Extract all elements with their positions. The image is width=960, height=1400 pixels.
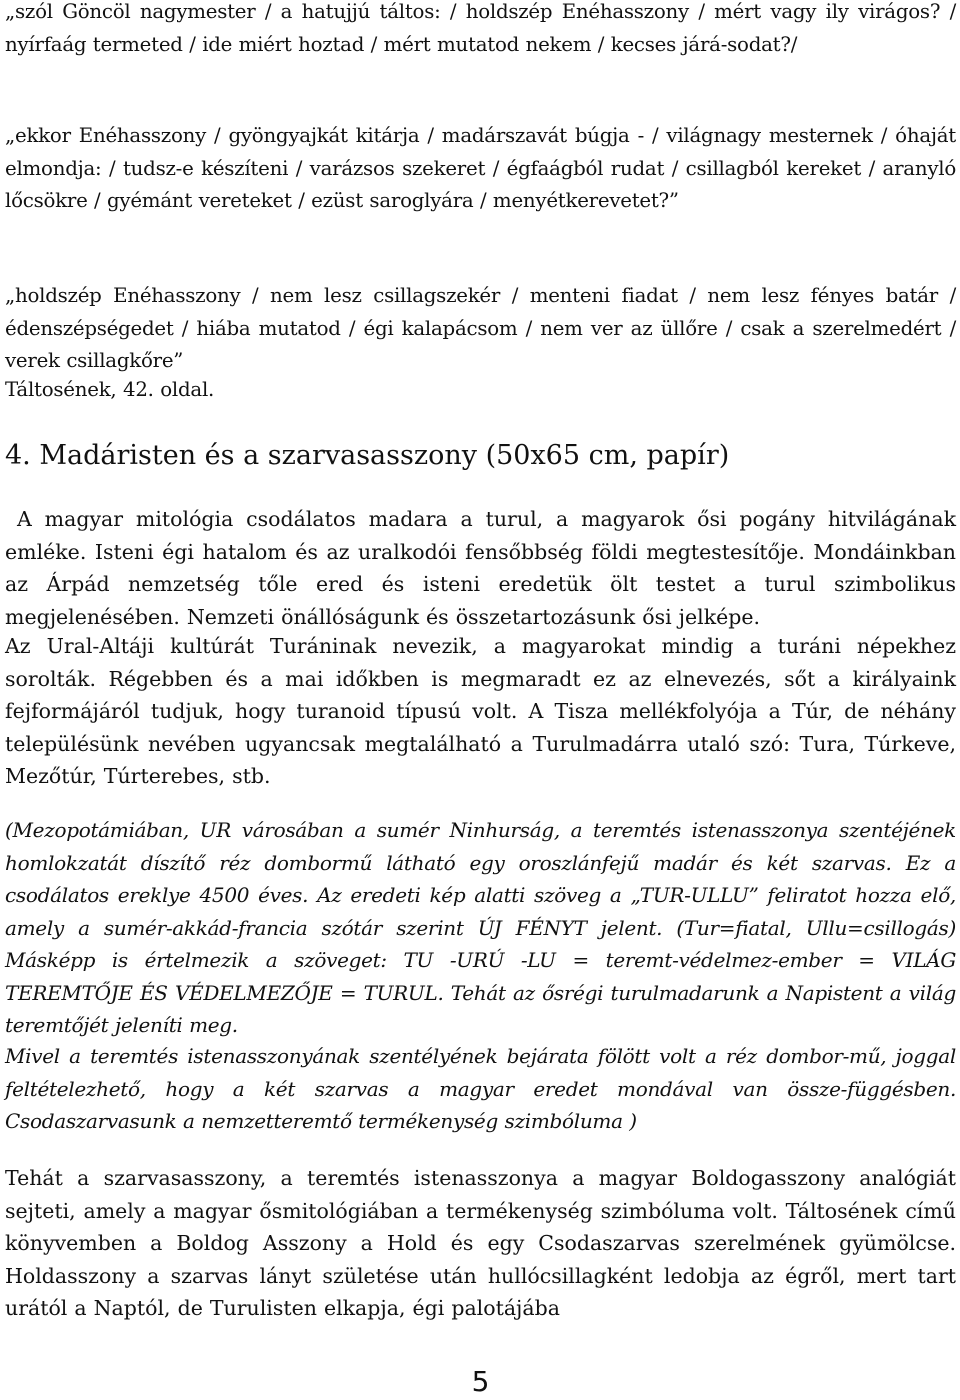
document-page (5, 0, 956, 1400)
paragraph-mesopotamia-italic: (Mezopotámiában, UR városában a sumér Ninhurság, a teremtés istenasszonya szentéjének homlokzatát díszítő réz dombormű látható egy oroszlánfejű madár és két szarvas. Ez a csodálatos ereklye 4500 éves. Az eredeti kép alatti szöveg a „TUR-ULLU” feliratot hozza elő, amely a sumér-akkád-francia szótár szerint ÚJ FÉNYT jelent. (Tur=fiatal, Ullu=csillogás) Másképp is értelmezik a szöveget: TU -URÚ -LU = teremt-védelmez-ember = VILÁG TEREMTŐJE ÉS VÉDELMEZŐJE = TURUL. Tehát az ősrégi turulmadarunk a Napistent a világ teremtőjét jeleníti meg. (5, 818, 956, 1037)
paragraph-turul-mythology: A magyar mitológia csodálatos madara a turul, a magyarok ősi pogány hitvilágának emléke. Isteni égi hatalom és az uralkodói fensőbbség földi megtestesítője. Mondáinkban az Árpád nemzetség tőle ered és isteni eredetük ölt testet a turul szimbolikus megjelenésében. Nemzeti önállóságunk és összetartozásunk ősi jelképe. (5, 507, 956, 629)
section-heading: 4. Madáristen és a szarvasasszony (50x65 cm, papír) (5, 440, 730, 471)
poem-stanza-2: „ekkor Enéhasszony / gyöngyajkát kitárja / madárszavát búgja - / világnagy mesternek / óhaját elmondja: / tudsz-e készíteni / varázsos szekeret / égfaágból rudat / csillagból kereket / aranyló lőcsökre / gyémánt vereteket / ezüst saroglyára / menyétkerevetet?” (5, 124, 956, 212)
poem-stanza-1: „szól Göncöl nagymester / a hatujjú táltos: / holdszép Enéhasszony / mért vagy ily virágos? / nyírfaág termeted / ide miért hoztad / mért mutatod nekem / kecses járá-sodat?/ (5, 0, 956, 56)
page-number: 5 (471, 1365, 490, 1398)
poem-stanza-3: „holdszép Enéhasszony / nem lesz csillagszekér / menteni fiadat / nem lesz fényes batár / édenszépségedet / hiába mutatod / égi kalapácsom / nem ver az üllőre / csak a szerelmedért / verek csillagkőre” (5, 284, 956, 372)
paragraph-deer-woman: Tehát a szarvasasszony, a teremtés istenasszonya a magyar Boldogasszony analógiát sejteti, amely a magyar ősmitológiában a termékenység szimbóluma volt. Táltosének című könyvemben a Boldog Asszony a Hold és egy Csodaszarvas szerelmének gyümölcse. Holdasszony a szarvas lányt születése után hullócsillagként ledobja az égről, mert tart urától a Naptól, de Turulisten elkapja, égi palotájába (5, 1166, 956, 1320)
paragraph-temple-relief-italic: Mivel a teremtés istenasszonyának szentélyének bejárata fölött volt a réz dombor-mű, joggal feltételezhető, hogy a két szarvas a magyar eredet mondával van össze-függésben. Csodaszarvasunk a nemzetteremtő termékenység szimbóluma ) (5, 1044, 956, 1133)
paragraph-turanian-culture: Az Ural-Altáji kultúrát Turáninak nevezik, a magyarokat mindig a turáni népekhez sorolták. Régebben és a mai időkben is megmaradt ez az elnevezés, sőt a királyaink fejformájáról tudjuk, hogy turanoid típusú volt. A Tisza mellékfolyója a Túr, de néhány településünk nevében ugyancsak megtalálható a Turulmadárra utaló szó: Tura, Túrkeve, Mezőtúr, Túrterebes, stb. (5, 634, 956, 788)
poem-source: Táltosének, 42. oldal. (5, 378, 215, 401)
